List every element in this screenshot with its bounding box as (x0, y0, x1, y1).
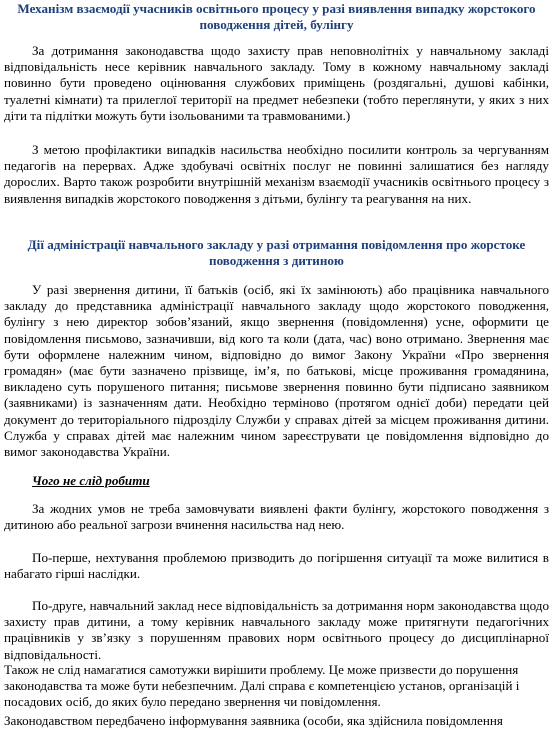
paragraph-secondly: По-друге, навчальний заклад несе відповідальність за дотримання норм законодавства щодо захисту прав дитини, а тому керівник навчального закладу може притягнути педагогічних працівників у зв’язку з порушенням правових норм освітнього процесу до дисциплінарної відповідальності. (4, 598, 549, 662)
heading-mechanism: Механізм взаємодії учасників освітнього процесу у разі виявлення випадку жорстокого поводження дітей, булінгу (17, 1, 536, 33)
paragraph-informing: Законодавством передбачено інформування заявника (особи, яка здійснила повідомлення (4, 713, 503, 728)
paragraph-firstly: По-перше, нехтування проблемою призводить до погіршення ситуації та може вилитися в набагато гірші наслідки. (4, 550, 549, 582)
paragraph-not-alone: Також не слід намагатися самотужки вирішити проблему. Це може призвести до порушення законодавства та може бути небезпечним. Далі справа є компетенцією установ, організацій і посадових осіб, до яких було передано звернення чи повідомлення. (4, 662, 520, 710)
paragraph-no-silence: За жодних умов не треба замовчувати виявлені факти булінгу, жорстокого поводження з дитиною або реальної загрози вчинення насильства над нею. (4, 501, 549, 533)
subheading-what-not-to-do (32, 473, 549, 489)
paragraph-responsibility: За дотримання законодавства щодо захисту прав неповнолітніх у навчальному закладі відповідальність несе керівник навчального закладу. Тому в кожному навчальному закладі повинно бути проведено оцінювання службових приміщень (роздягальні, душові кабінки, туалетні кімнати) та прилеглої території на предмет небезпеки (тобто переглянути, у яких з них діти та підлітки можуть бути ізольованими та травмованими.) (4, 43, 549, 123)
heading-administration-actions: Дії адміністрації навчального закладу у разі отримання повідомлення про жорстоке поводження з дитиною (27, 237, 526, 269)
paragraph-appeal-procedure: У разі звернення дитини, її батьків (осіб, які їх замінюють) або працівника навчального закладу до представника адміністрації навчального закладу щодо жорстокого поводження, булінгу з нею директор зобов’язаний, якщо звернення (повідомлення) усне, оформити це повідомлення письмово, зазначивши, від кого та коли (дата, час) воно отримано. Звернення має бути оформлене належним чином, відповідно до вимог Закону України «Про звернення громадян» (має бути зазначено прізвище, ім’я, по батькові, місце проживання громадянина, викладено суть порушеного питання; письмове звернення повинно бути підписано заявником (заявниками) із зазначенням дати. Необхідно терміново (протягом однієї доби) передати цей документ до територіального підрозділу Служби у справах дітей за місцем проживання дитини. Служба у справах дітей має належним чином зареєструвати це повідомлення відповідно до вимог законодавства України. (4, 282, 549, 460)
subheading-text: Чого не слід робити (32, 473, 150, 488)
paragraph-prevention: З метою профілактики випадків насильства необхідно посилити контроль за чергуванням педагогів на перервах. Адже здобувачі освітніх послуг не повинні залишатися без нагляду дорослих. Варто також розробити внутрішній механізм взаємодії учасників освітнього процесу з виявлення випадків жорстокого поводження з дітьми, булінгу та реагування на них. (4, 142, 549, 206)
